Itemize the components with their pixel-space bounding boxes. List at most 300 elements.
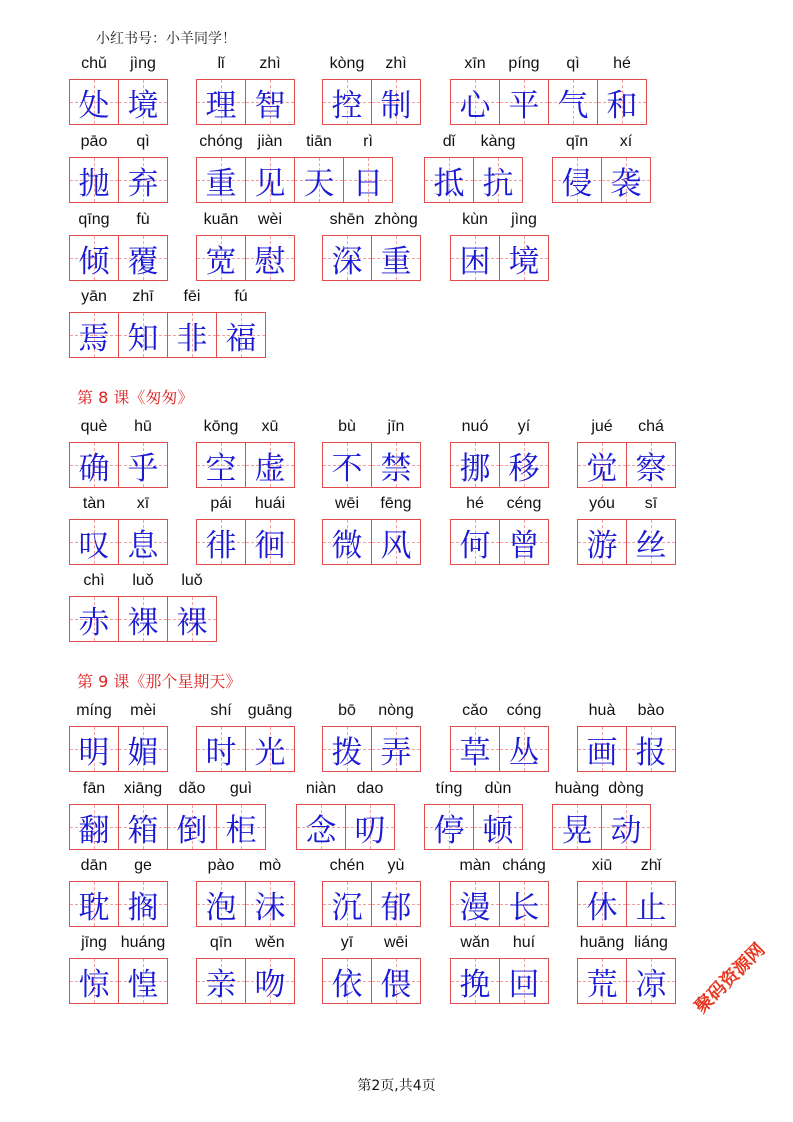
pinyin: liáng	[634, 934, 668, 951]
hanzi: 倾	[78, 243, 110, 280]
tianzige-row	[196, 726, 295, 772]
pinyin: hū	[134, 418, 152, 435]
hanzi: 抛	[78, 165, 110, 202]
pinyin: shēn	[329, 211, 365, 228]
pinyin-row	[196, 133, 393, 157]
hanzi: 息	[127, 527, 159, 564]
tianzige-cell	[371, 235, 421, 281]
pinyin-row	[69, 495, 168, 519]
hanzi: 乎	[127, 450, 159, 487]
hanzi: 空	[205, 450, 237, 487]
hanzi: 察	[635, 450, 667, 487]
pinyin: qīn	[565, 133, 589, 150]
tianzige-cell	[167, 596, 217, 642]
tianzige-cell	[196, 442, 246, 488]
hanzi: 依	[331, 966, 363, 1003]
tianzige-cell	[371, 519, 421, 565]
pinyin: huàng	[554, 780, 600, 797]
hanzi: 报	[635, 734, 667, 771]
tianzige-cell	[626, 881, 676, 927]
hanzi: 弄	[380, 734, 412, 771]
tianzige-row	[69, 519, 168, 565]
pinyin: dùn	[484, 780, 512, 797]
hanzi: 侵	[561, 165, 593, 202]
pinyin-row	[296, 780, 395, 804]
word-group	[69, 857, 168, 927]
pinyin: huáng	[120, 934, 166, 951]
pinyin-row	[322, 495, 421, 519]
hanzi: 制	[380, 87, 412, 124]
hanzi: 微	[331, 527, 363, 564]
pinyin-row	[196, 857, 295, 881]
tianzige-cell	[69, 519, 119, 565]
pinyin: jiàn	[257, 133, 283, 150]
pinyin: tiān	[306, 133, 332, 150]
hanzi: 覆	[127, 243, 159, 280]
tianzige-row	[450, 235, 549, 281]
tianzige-cell	[69, 157, 119, 203]
pinyin: jìng	[511, 211, 537, 228]
pinyin: xīn	[464, 55, 486, 72]
pinyin-row	[69, 211, 168, 235]
pinyin: fān	[82, 780, 106, 797]
tianzige-cell	[450, 235, 500, 281]
pinyin: wǎn	[460, 934, 490, 951]
tianzige-cell	[577, 958, 627, 1004]
tianzige-cell	[216, 312, 266, 358]
tianzige-row	[577, 442, 676, 488]
tianzige-cell	[371, 958, 421, 1004]
tianzige-row	[196, 235, 295, 281]
hanzi: 平	[508, 87, 540, 124]
hanzi: 荒	[586, 966, 618, 1003]
pinyin: yī	[340, 934, 354, 951]
hanzi: 停	[433, 812, 465, 849]
hanzi: 回	[508, 966, 540, 1003]
word-group	[450, 857, 549, 927]
hanzi: 凉	[635, 966, 667, 1003]
hanzi: 晃	[561, 812, 593, 849]
pinyin: chén	[329, 857, 365, 874]
pinyin-row	[552, 133, 651, 157]
tianzige-cell	[118, 519, 168, 565]
tianzige-cell	[118, 958, 168, 1004]
word-group	[552, 133, 651, 203]
tianzige-cell	[322, 79, 372, 125]
tianzige-row	[69, 958, 168, 1004]
tianzige-cell	[118, 804, 168, 850]
hanzi: 徘	[205, 527, 237, 564]
tianzige-row	[69, 235, 168, 281]
pinyin-row	[577, 702, 676, 726]
tianzige-row	[196, 881, 295, 927]
hanzi: 重	[205, 165, 237, 202]
pinyin: yù	[387, 857, 405, 874]
hanzi: 焉	[78, 320, 110, 357]
hanzi: 不	[331, 450, 363, 487]
pinyin: xiū	[591, 857, 613, 874]
pinyin: cháng	[502, 857, 546, 874]
hanzi: 画	[586, 734, 618, 771]
tianzige-row	[577, 881, 676, 927]
pinyin: luǒ	[132, 572, 154, 589]
pinyin-row	[69, 288, 266, 312]
tianzige-row	[450, 442, 549, 488]
pinyin: chá	[638, 418, 664, 435]
tianzige-cell	[245, 157, 295, 203]
hanzi: 惊	[78, 966, 110, 1003]
pinyin-row	[196, 55, 295, 79]
pinyin: wēi	[383, 934, 408, 951]
tianzige-cell	[196, 726, 246, 772]
hanzi: 叨	[354, 812, 386, 849]
tianzige-row	[552, 804, 651, 850]
tianzige-cell	[245, 519, 295, 565]
hanzi: 非	[176, 320, 208, 357]
lesson-8-heading: 第 8 课《匆匆》	[77, 388, 194, 407]
pinyin: kàng	[480, 133, 516, 150]
tianzige-cell	[626, 442, 676, 488]
pinyin: xí	[619, 133, 633, 150]
pinyin: fēng	[380, 495, 412, 512]
tianzige-cell	[499, 519, 549, 565]
tianzige-row	[69, 726, 168, 772]
tianzige-cell	[322, 519, 372, 565]
pinyin: jìng	[130, 55, 156, 72]
pinyin-row	[577, 418, 676, 442]
hanzi: 游	[586, 527, 618, 564]
pinyin: wěn	[255, 934, 285, 951]
pinyin: fú	[234, 288, 248, 305]
pinyin: mò	[258, 857, 282, 874]
tianzige-row	[322, 881, 421, 927]
hanzi: 搁	[127, 889, 159, 926]
hanzi: 虚	[254, 450, 286, 487]
tianzige-cell	[69, 79, 119, 125]
word-group	[69, 133, 168, 203]
tianzige-cell	[450, 442, 500, 488]
tianzige-row	[322, 235, 421, 281]
tianzige-cell	[245, 881, 295, 927]
pinyin: bù	[338, 418, 356, 435]
tianzige-row	[69, 79, 168, 125]
pinyin: jué	[591, 418, 613, 435]
pinyin: kùn	[462, 211, 488, 228]
tianzige-cell	[196, 157, 246, 203]
pinyin-row	[450, 857, 549, 881]
tianzige-row	[69, 442, 168, 488]
pinyin: zhǐ	[640, 857, 662, 874]
tianzige-cell	[597, 79, 647, 125]
hanzi: 徊	[254, 527, 286, 564]
tianzige-cell	[322, 235, 372, 281]
word-group	[196, 934, 295, 1004]
hanzi: 理	[205, 87, 237, 124]
pinyin-row	[424, 133, 523, 157]
pinyin: màn	[459, 857, 491, 874]
hanzi: 漫	[459, 889, 491, 926]
hanzi: 沫	[254, 889, 286, 926]
pinyin: luǒ	[181, 572, 203, 589]
word-group	[424, 780, 523, 850]
pinyin: jīng	[81, 934, 107, 951]
hanzi: 裸	[127, 604, 159, 641]
hanzi: 念	[305, 812, 337, 849]
pinyin-row	[322, 857, 421, 881]
pinyin: lǐ	[217, 55, 225, 72]
pinyin: pào	[207, 857, 235, 874]
word-group	[577, 857, 676, 927]
pinyin: chóng	[199, 133, 243, 150]
tianzige-row	[196, 519, 295, 565]
pinyin: dǐ	[442, 133, 456, 150]
tianzige-row	[577, 958, 676, 1004]
tianzige-cell	[371, 79, 421, 125]
pinyin: bō	[338, 702, 356, 719]
pinyin: ge	[134, 857, 152, 874]
word-group	[69, 780, 266, 850]
pinyin: xī	[136, 495, 150, 512]
tianzige-cell	[322, 958, 372, 1004]
pinyin: yóu	[589, 495, 615, 512]
tianzige-cell	[577, 519, 627, 565]
pinyin-row	[322, 211, 421, 235]
author-note: 小红书号：小羊同学！	[96, 31, 236, 47]
hanzi: 惶	[127, 966, 159, 1003]
tianzige-cell	[118, 442, 168, 488]
hanzi: 抗	[482, 165, 514, 202]
word-group	[450, 418, 549, 488]
watermark: 聚码资源网	[690, 939, 770, 1018]
pinyin: xū	[261, 418, 279, 435]
word-group	[424, 133, 523, 203]
pinyin-row	[69, 418, 168, 442]
pinyin: zhī	[132, 288, 154, 305]
word-group	[322, 702, 421, 772]
pinyin: hé	[466, 495, 484, 512]
hanzi: 裸	[176, 604, 208, 641]
tianzige-row	[322, 519, 421, 565]
page-footer: 第2页,共4页	[357, 1078, 436, 1094]
tianzige-row	[322, 442, 421, 488]
tianzige-cell	[626, 519, 676, 565]
word-group	[577, 702, 676, 772]
hanzi: 风	[380, 527, 412, 564]
tianzige-row	[196, 79, 295, 125]
tianzige-cell	[322, 881, 372, 927]
pinyin: kōng	[203, 418, 239, 435]
pinyin-row	[196, 702, 295, 726]
hanzi: 慰	[254, 243, 286, 280]
hanzi: 禁	[380, 450, 412, 487]
tianzige-cell	[450, 726, 500, 772]
tianzige-cell	[371, 442, 421, 488]
word-group	[577, 418, 676, 488]
word-group	[196, 133, 393, 203]
tianzige-cell	[216, 804, 266, 850]
word-group	[450, 495, 549, 565]
tianzige-row	[450, 881, 549, 927]
tianzige-cell	[343, 157, 393, 203]
pinyin: cǎo	[462, 702, 488, 719]
tianzige-cell	[196, 235, 246, 281]
hanzi: 确	[78, 450, 110, 487]
hanzi: 心	[459, 87, 491, 124]
pinyin: dān	[80, 857, 108, 874]
tianzige-cell	[118, 596, 168, 642]
pinyin-row	[69, 702, 168, 726]
pinyin-row	[196, 211, 295, 235]
hanzi: 挪	[459, 450, 491, 487]
pinyin: hé	[613, 55, 631, 72]
pinyin: kuān	[203, 211, 239, 228]
tianzige-row	[424, 157, 523, 203]
word-group	[69, 495, 168, 565]
hanzi: 休	[586, 889, 618, 926]
pinyin: qīng	[78, 211, 110, 228]
hanzi: 移	[508, 450, 540, 487]
tianzige-cell	[118, 881, 168, 927]
tianzige-cell	[424, 804, 474, 850]
hanzi: 时	[205, 734, 237, 771]
pinyin-row	[69, 857, 168, 881]
word-group	[450, 702, 549, 772]
lesson-9-heading: 第 9 课《那个星期天》	[77, 672, 242, 691]
hanzi: 耽	[78, 889, 110, 926]
tianzige-row	[552, 157, 651, 203]
pinyin: qīn	[209, 934, 233, 951]
pinyin: huà	[588, 702, 616, 719]
hanzi: 境	[127, 87, 159, 124]
tianzige-cell	[69, 312, 119, 358]
word-group	[69, 211, 168, 281]
word-group	[577, 934, 676, 1004]
hanzi: 袭	[610, 165, 642, 202]
pinyin: cóng	[506, 702, 542, 719]
word-group	[552, 780, 651, 850]
pinyin: shí	[210, 702, 232, 719]
tianzige-row	[69, 881, 168, 927]
tianzige-cell	[626, 958, 676, 1004]
tianzige-cell	[118, 312, 168, 358]
pinyin: qì	[566, 55, 580, 72]
pinyin: nòng	[378, 702, 414, 719]
tianzige-cell	[499, 79, 549, 125]
pinyin: pái	[210, 495, 232, 512]
tianzige-row	[322, 958, 421, 1004]
pinyin: wèi	[257, 211, 282, 228]
tianzige-row	[577, 726, 676, 772]
tianzige-cell	[450, 79, 500, 125]
word-group	[69, 288, 266, 358]
pinyin-row	[450, 418, 549, 442]
hanzi: 抵	[433, 165, 465, 202]
tianzige-cell	[167, 804, 217, 850]
hanzi: 曾	[508, 527, 540, 564]
tianzige-cell	[245, 442, 295, 488]
hanzi: 叹	[78, 527, 110, 564]
tianzige-cell	[69, 726, 119, 772]
pinyin: huí	[512, 934, 536, 951]
word-group	[322, 55, 421, 125]
tianzige-row	[69, 596, 217, 642]
word-group	[196, 857, 295, 927]
word-group	[69, 55, 168, 125]
pinyin: yí	[517, 418, 531, 435]
word-group	[577, 495, 676, 565]
pinyin-row	[552, 780, 651, 804]
tianzige-cell	[499, 958, 549, 1004]
hanzi: 动	[610, 812, 642, 849]
tianzige-cell	[552, 157, 602, 203]
pinyin-row	[196, 495, 295, 519]
pinyin: mèi	[130, 702, 156, 719]
hanzi: 境	[508, 243, 540, 280]
tianzige-cell	[371, 881, 421, 927]
pinyin-row	[196, 934, 295, 958]
tianzige-cell	[167, 312, 217, 358]
tianzige-cell	[577, 726, 627, 772]
tianzige-cell	[118, 79, 168, 125]
hanzi: 控	[331, 87, 363, 124]
tianzige-row	[577, 519, 676, 565]
tianzige-cell	[601, 157, 651, 203]
pinyin-row	[69, 780, 266, 804]
tianzige-cell	[577, 442, 627, 488]
tianzige-cell	[69, 804, 119, 850]
pinyin: rì	[363, 133, 373, 150]
pinyin-row	[577, 495, 676, 519]
pinyin: huāng	[579, 934, 625, 951]
tianzige-cell	[499, 881, 549, 927]
pinyin: xiāng	[123, 780, 163, 797]
hanzi: 柜	[225, 812, 257, 849]
tianzige-cell	[196, 958, 246, 1004]
word-group	[322, 495, 421, 565]
tianzige-row	[69, 157, 168, 203]
tianzige-cell	[245, 958, 295, 1004]
tianzige-cell	[601, 804, 651, 850]
hanzi: 倒	[176, 812, 208, 849]
pinyin-row	[450, 702, 549, 726]
pinyin: kòng	[329, 55, 365, 72]
hanzi: 泡	[205, 889, 237, 926]
word-group	[450, 934, 549, 1004]
pinyin-row	[577, 934, 676, 958]
tianzige-row	[296, 804, 395, 850]
tianzige-cell	[473, 804, 523, 850]
pinyin-row	[577, 857, 676, 881]
hanzi: 重	[380, 243, 412, 280]
tianzige-cell	[69, 596, 119, 642]
tianzige-cell	[245, 79, 295, 125]
hanzi: 福	[225, 320, 257, 357]
pinyin: niàn	[305, 780, 337, 797]
hanzi: 草	[459, 734, 491, 771]
tianzige-row	[450, 79, 647, 125]
hanzi: 明	[78, 734, 110, 771]
hanzi: 光	[254, 734, 286, 771]
tianzige-row	[450, 958, 549, 1004]
hanzi: 觉	[586, 450, 618, 487]
word-group	[196, 418, 295, 488]
tianzige-row	[322, 726, 421, 772]
word-group	[450, 211, 549, 281]
pinyin-row	[450, 211, 549, 235]
tianzige-cell	[118, 157, 168, 203]
pinyin: sī	[644, 495, 658, 512]
pinyin: dòng	[608, 780, 644, 797]
